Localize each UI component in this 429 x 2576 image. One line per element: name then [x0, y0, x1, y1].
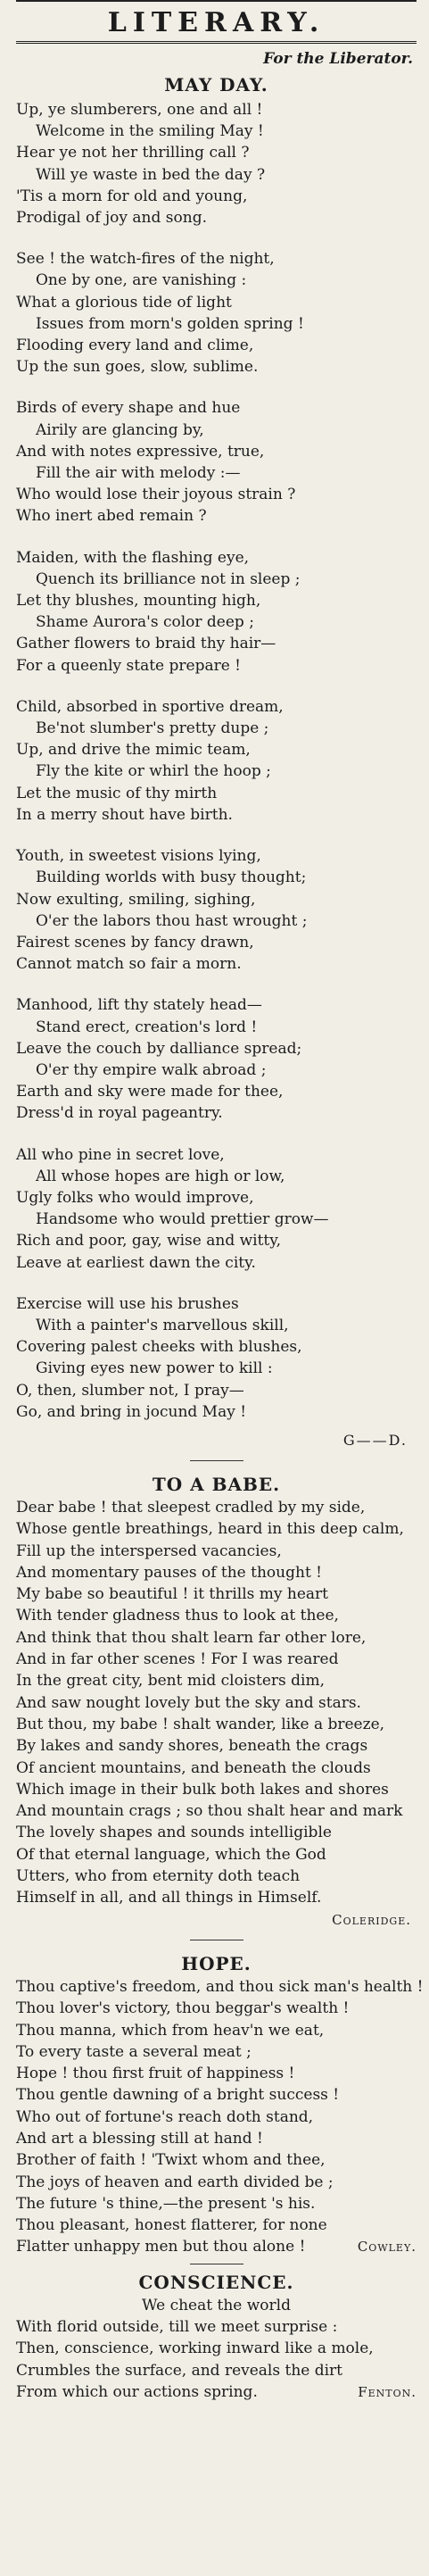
poem-line: Which image in their bulk both lakes and shores — [16, 1780, 389, 1799]
poem-to-a-babe — [16, 1472, 417, 1931]
poem-author: Fenton. — [358, 2383, 417, 2400]
poem-line: And saw nought lovely but the sky and stars. — [16, 1693, 361, 1712]
poem-line: Dear babe ! that sleepest cradled by my side, — [16, 1498, 366, 1517]
poem-line: With a painter's marvellous skill, — [36, 1316, 289, 1334]
title-rule — [16, 41, 417, 44]
poem-signature: G——D. — [342, 1431, 408, 1449]
poem-line: The lovely shapes and sounds intelligible — [16, 1824, 332, 1842]
poem-line: Stand erect, creation's lord ! — [36, 1018, 258, 1036]
poem-line: Flatter unhappy men but thou alone ! — [16, 2238, 306, 2256]
poem-line: Hope ! thou first fruit of happiness ! — [16, 2065, 295, 2083]
poem-line: Hear ye not her thrilling call ? — [16, 144, 250, 162]
poem-line: Be'not slumber's pretty dupe ; — [36, 719, 269, 738]
poem-line: Who inert abed remain ? — [16, 507, 207, 526]
poem-line: Issues from morn's golden spring ! — [36, 314, 304, 333]
poem-line: 'Tis a morn for old and young, — [16, 187, 248, 205]
poem-line: But thou, my babe ! shalt wander, like a breeze, — [16, 1715, 385, 1733]
poem-line: With florid outside, till we meet surprise : — [16, 2318, 338, 2337]
poem-stanza — [16, 994, 417, 1124]
poem-line: Rich and poor, gay, wise and witty, — [16, 1232, 282, 1251]
poem-line: All who pine in secret love, — [16, 1145, 225, 1164]
poem-stanza — [16, 248, 417, 378]
poem-line: Fly the kite or whirl the hoop ; — [36, 762, 271, 781]
poem-line: From which our actions spring. — [16, 2382, 258, 2401]
poem-line: Quench its brilliance not in sleep ; — [36, 569, 301, 588]
poem-line: And mountain crags ; so thou shalt hear and mark — [16, 1802, 403, 1821]
poem-line: Fill up the interspersed vacancies, — [16, 1541, 282, 1560]
poem-stanza — [16, 99, 417, 229]
poem-line: Up, ye slumberers, one and all ! — [16, 101, 263, 119]
poem-line: The joys of heaven and earth divided be ; — [16, 2173, 334, 2191]
poem-line: Child, absorbed in sportive dream, — [16, 697, 284, 716]
poem-line: Himself in all, and all things in Himself. — [16, 1889, 322, 1907]
poem-title: CONSCIENCE. — [138, 2271, 294, 2293]
poem-line: O'er the labors thou hast wrought ; — [36, 911, 308, 930]
poem-line: The future 's thine,—the present 's his. — [16, 2194, 316, 2213]
poem-may-day — [16, 72, 417, 1451]
poem-line: Exercise will use his brushes — [16, 1294, 239, 1313]
poem-line: Handsome who would prettier grow— — [36, 1210, 329, 1229]
section-title: LITERARY. — [107, 7, 326, 38]
poem-line: In the great city, bent mid cloisters dim, — [16, 1672, 326, 1691]
poem-title: TO A BABE. — [152, 1473, 281, 1495]
poem-line: Airily are glancing by, — [36, 420, 204, 439]
poem-line: We cheat the world — [142, 2296, 291, 2314]
poem-line: Now exulting, smiling, sighing, — [16, 890, 256, 909]
poem-stanza — [16, 397, 417, 527]
poem-line: Gather flowers to braid thy hair— — [16, 635, 276, 653]
poem-line: With tender gladness thus to look at thee, — [16, 1607, 339, 1625]
poem-line: Thou manna, which from heav'n we eat, — [16, 2021, 325, 2040]
poem-lines — [16, 1976, 424, 2237]
separator-rule — [190, 1460, 243, 1461]
poem-line: Cannot match so fair a morn. — [16, 955, 242, 974]
poem-line: Earth and sky were made for thee, — [16, 1083, 284, 1101]
poem-stanza — [16, 845, 417, 975]
top-rule — [16, 0, 417, 2]
poem-line: Welcome in the smiling May ! — [36, 122, 264, 141]
poem-line: Of ancient mountains, and beneath the clouds — [16, 1758, 371, 1777]
poem-author: Cowley. — [357, 2239, 417, 2256]
poem-line: Thou captive's freedom, and thou sick man's health ! — [16, 1977, 424, 1996]
poem-line: Who out of fortune's reach doth stand, — [16, 2107, 314, 2126]
poem-line: Let thy blushes, mounting high, — [16, 592, 261, 611]
poem-line: Brother of faith ! 'Twixt whom and thee, — [16, 2151, 326, 2170]
poem-line: Utters, who from eternity doth teach — [16, 1867, 301, 1886]
poem-conscience — [16, 2270, 417, 2403]
poem-line: Up, and drive the mimic team, — [16, 741, 251, 760]
poem-line: Giving eyes new power to kill : — [36, 1359, 273, 1378]
poem-title: HOPE. — [181, 1952, 252, 1974]
poem-line: Youth, in sweetest visions lying, — [16, 847, 261, 866]
poem-line: Building worlds with busy thought; — [36, 868, 307, 887]
poem-line: See ! the watch-fires of the night, — [16, 250, 275, 269]
poem-line: One by one, are vanishing : — [36, 271, 247, 290]
poem-line: And art a blessing still at hand ! — [16, 2129, 263, 2148]
poem-author: Coleridge. — [332, 1911, 411, 1928]
poem-line: What a glorious tide of light — [16, 293, 232, 312]
poem-stanzas — [16, 99, 417, 1423]
poem-stanza — [16, 696, 417, 826]
poem-title: MAY DAY. — [164, 74, 268, 96]
poem-line: O, then, slumber not, I pray— — [16, 1381, 244, 1400]
poem-line: My babe so beautiful ! it thrills my heart — [16, 1585, 329, 1604]
poem-line: Will ye waste in bed the day ? — [36, 165, 266, 184]
poem-line: Prodigal of joy and song. — [16, 209, 207, 228]
poem-line: All whose hopes are high or low, — [36, 1167, 285, 1185]
poem-line: Maiden, with the flashing eye, — [16, 548, 250, 567]
poem-line: Dress'd in royal pageantry. — [16, 1104, 223, 1123]
poem-line: Up the sun goes, slow, sublime. — [16, 358, 259, 377]
credit-line: For the Liberator. — [263, 50, 413, 68]
poem-line: Then, conscience, working inward like a mole, — [16, 2339, 374, 2358]
poem-line: Thou gentle dawning of a bright success ! — [16, 2086, 340, 2105]
poem-stanza — [16, 547, 417, 677]
poem-line: Fairest scenes by fancy drawn, — [16, 933, 254, 951]
poem-stanza — [16, 1144, 417, 1274]
poem-line: Shame Aurora's color deep ; — [36, 613, 254, 632]
poem-line: And in far other scenes ! For I was reared — [16, 1650, 339, 1669]
poem-line: Leave the couch by dalliance spread; — [16, 1039, 302, 1058]
poem-hope — [16, 1951, 424, 2258]
poem-line: For a queenly state prepare ! — [16, 656, 242, 675]
poem-line: And with notes expressive, true, — [16, 442, 265, 461]
poem-line: And think that thou shalt learn far other lore, — [16, 1628, 367, 1647]
poem-line: Ugly folks who would improve, — [16, 1188, 254, 1207]
poem-line: Leave at earliest dawn the city. — [16, 1253, 256, 1272]
poem-line: Whose gentle breathings, heard in this deep calm, — [16, 1520, 404, 1539]
poem-line: By lakes and sandy shores, beneath the crags — [16, 1737, 368, 1756]
poem-line: Fill the air with melody :— — [36, 464, 241, 483]
poem-lines — [16, 1497, 417, 1909]
poem-line: Flooding every land and clime, — [16, 337, 254, 355]
poem-line: And momentary pauses of the thought ! — [16, 1563, 323, 1582]
poem-lines — [16, 2316, 417, 2381]
poem-line: Covering palest cheeks with blushes, — [16, 1338, 302, 1357]
poem-line: Who would lose their joyous strain ? — [16, 486, 296, 504]
poem-stanza — [16, 1293, 417, 1423]
poem-line: Let the music of thy mirth — [16, 784, 218, 802]
poem-line: Thou lover's victory, thou beggar's wealth ! — [16, 1999, 350, 2018]
poem-line: O'er thy empire walk abroad ; — [36, 1060, 267, 1079]
poem-line: Of that eternal language, which the God — [16, 1845, 326, 1864]
poem-line: Birds of every shape and hue — [16, 399, 241, 418]
poem-line: Go, and bring in jocund May ! — [16, 1402, 247, 1421]
poem-line: To every taste a several meat ; — [16, 2042, 252, 2061]
poem-line: Crumbles the surface, and reveals the dirt — [16, 2361, 343, 2380]
poem-line: In a merry shout have birth. — [16, 805, 233, 824]
poem-line: Manhood, lift thy stately head— — [16, 996, 262, 1015]
poem-line: Thou pleasant, honest flatterer, for none — [16, 2216, 327, 2235]
